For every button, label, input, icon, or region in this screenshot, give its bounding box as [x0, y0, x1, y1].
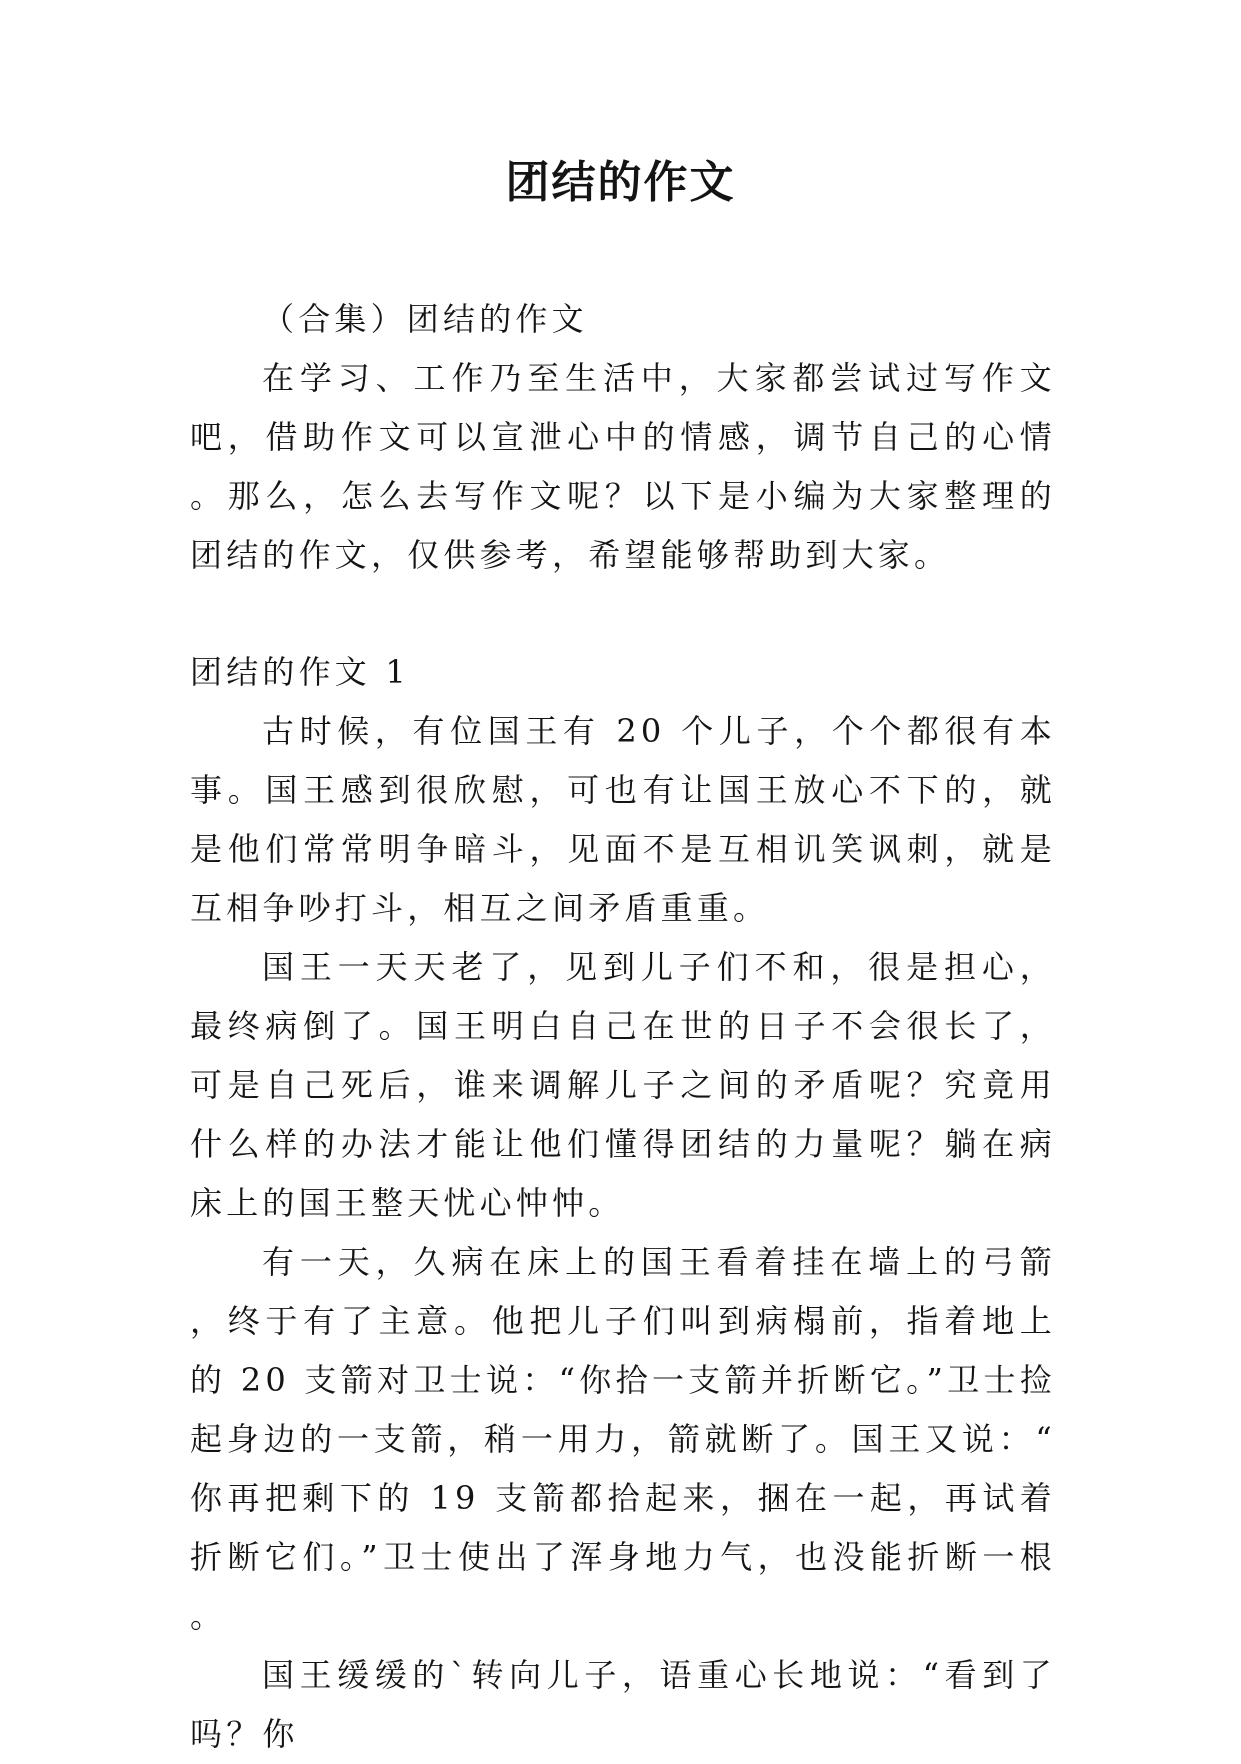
intro-paragraph: 在学习、工作乃至生活中，大家都尝试过写作文吧，借助作文可以宣泄心中的情感，调节自己的心情。那么，怎么去写作文呢？以下是小编为大家整理的团结的作文，仅供参考，希望能够帮助到大家。: [190, 359, 1056, 574]
story-paragraph-1: 古时候，有位国王有 20 个儿子，个个都很有本事。国王感到很欣慰，可也有让国王放心不下的，就是他们常常明争暗斗，见面不是互相讥笑讽刺，就是互相争吵打斗，相互之间矛盾重重。: [190, 712, 1056, 927]
story-paragraph-3: 有一天，久病在床上的国王看着挂在墙上的弓箭，终于有了主意。他把儿子们叫到病榻前，指着地上的 20 支箭对卫士说：“你拾一支箭并折断它。”卫士捡起身边的一支箭，稍一用力，箭就断了。国王又说：“你再把剩下的 19 支箭都拾起来，捆在一起，再试着折断它们。”卫士使出了浑身地力气，也没能折断一根。: [190, 1243, 1056, 1635]
intro-subtitle: （合集）团结的作文: [262, 300, 588, 338]
story-paragraph-4: 国王缓缓的`转向儿子，语重心长地说：“看到了吗？你: [190, 1656, 1056, 1753]
section-heading: 团结的作文 1: [190, 653, 410, 691]
document-body: [190, 290, 1056, 1764]
document-title: 团结的作文: [505, 157, 736, 208]
story-paragraph-2: 国王一天天老了，见到儿子们不和，很是担心，最终病倒了。国王明白自己在世的日子不会很长了，可是自己死后，谁来调解儿子之间的矛盾呢？究竟用什么样的办法才能让他们懂得团结的力量呢？躺在病床上的国王整天忧心忡忡。: [190, 948, 1056, 1222]
